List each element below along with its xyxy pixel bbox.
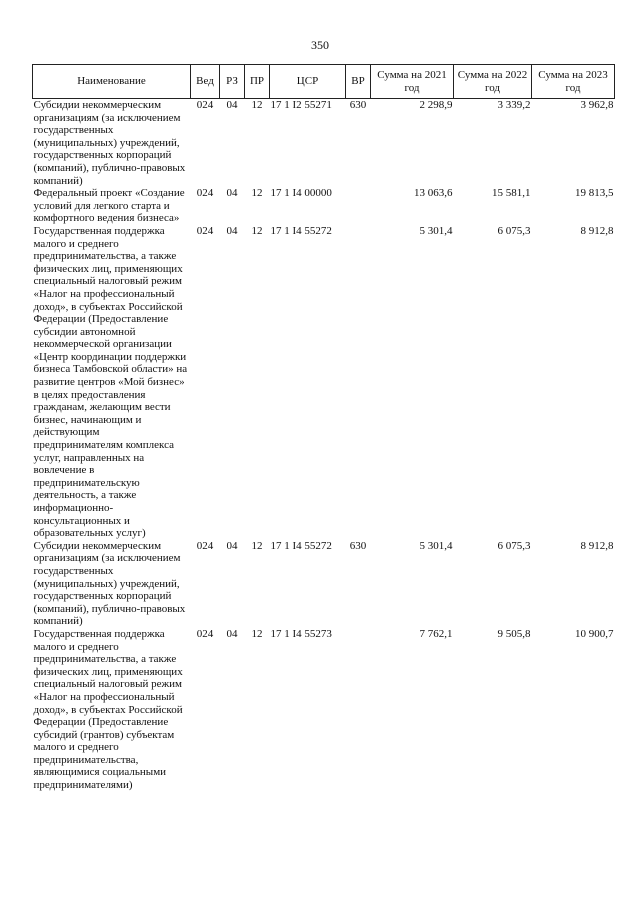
page-number: 350 [311,38,329,52]
table-header-row [33,65,615,99]
row-sum-2021: 13 063,6 [414,187,453,200]
row-pr: 12 [251,539,263,552]
row-ved: 024 [196,224,214,237]
row-sum-2022: 15 581,1 [492,187,531,200]
row-sum-2021: 7 762,1 [419,627,453,640]
row-ved: 024 [196,99,214,111]
row-csr: 17 1 I4 55272 [270,539,332,552]
header-pr: ПР [245,65,270,99]
row-sum-2021: 2 298,9 [419,99,453,111]
row-pr: 12 [251,224,263,237]
row-rz: 04 [226,224,238,237]
row-vr [346,628,371,792]
row-sum-2023: 10 900,7 [575,627,614,640]
row-rz: 04 [226,539,238,552]
header-sum-2021: Сумма на 2021 год [371,65,454,99]
row-ved: 024 [196,187,214,200]
header-sum-2023: Сумма на 2023 год [532,65,615,99]
row-vr: 630 [349,99,367,111]
row-sum-2022: 9 505,8 [497,627,531,640]
table-row [33,225,615,540]
row-name: Государственная поддержка малого и среднего предпринимательства, а также физических лиц, применяющих специальный налоговый режим «Налог на профессиональный доход», в субъектах Российской Федерации (Предоставление субсидий (грантов) субъектам малого и среднего предпринимательства, являющимися социальными предпринимателями) [33,627,183,792]
row-sum-2023: 8 912,8 [580,224,614,237]
table-row [33,99,615,188]
row-rz: 04 [226,187,238,200]
header-ved: Вед [191,65,220,99]
row-ved: 024 [196,627,214,640]
row-vr [346,225,371,540]
row-csr: 17 1 I2 55271 [270,99,332,111]
row-name: Федеральный проект «Создание условий для легкого старта и комфортного ведения бизнеса» [33,187,185,225]
row-sum-2022: 3 339,2 [497,99,531,111]
row-csr: 17 1 I4 00000 [270,187,332,200]
row-sum-2023: 8 912,8 [580,539,614,552]
header-csr: ЦСР [270,65,346,99]
row-pr: 12 [251,627,263,640]
table-row [33,540,615,628]
row-sum-2023: 3 962,8 [580,99,614,111]
table-row [33,187,615,225]
row-sum-2023: 19 813,5 [575,187,614,200]
row-csr: 17 1 I4 55272 [270,224,332,237]
row-name: Государственная поддержка малого и среднего предпринимательства, а также физических лиц, применяющих специальный налоговый режим «Налог на профессиональный доход», в субъектах Российской Федерации (Предоставление субсидии автономной некоммерческой организации «Центр координации поддержки бизнеса Тамбовской области» на развитие центров «Мой бизнес» в целях предоставления гражданам, желающим вести бизнес, начинающим и действующим предпринимателям комплекса услуг, направленных на вовлечение в предпринимательскую деятельность, а также информационно-консультационных и образовательных услуг) [33,224,188,540]
header-vr: ВР [346,65,371,99]
row-rz: 04 [226,99,238,111]
header-rz: РЗ [220,65,245,99]
row-pr: 12 [251,187,263,200]
row-name: Субсидии некоммерческим организациям (за исключением государственных (муниципальных) учреждений, государственных корпораций (компаний), публично-правовых компаний) [33,99,186,187]
row-sum-2022: 6 075,3 [497,539,531,552]
row-ved: 024 [196,539,214,552]
row-sum-2022: 6 075,3 [497,224,531,237]
row-sum-2021: 5 301,4 [419,224,453,237]
row-vr [346,187,371,225]
budget-table [32,64,615,792]
row-rz: 04 [226,627,238,640]
header-sum-2022: Сумма на 2022 год [454,65,532,99]
row-name: Субсидии некоммерческим организациям (за исключением государственных (муниципальных) учреждений, государственных корпораций (компаний), публично-правовых компаний) [33,539,186,628]
row-sum-2021: 5 301,4 [419,539,453,552]
row-csr: 17 1 I4 55273 [270,627,332,640]
row-pr: 12 [251,99,263,111]
row-vr: 630 [349,539,367,552]
table-row [33,628,615,792]
header-name: Наименование [33,65,191,99]
